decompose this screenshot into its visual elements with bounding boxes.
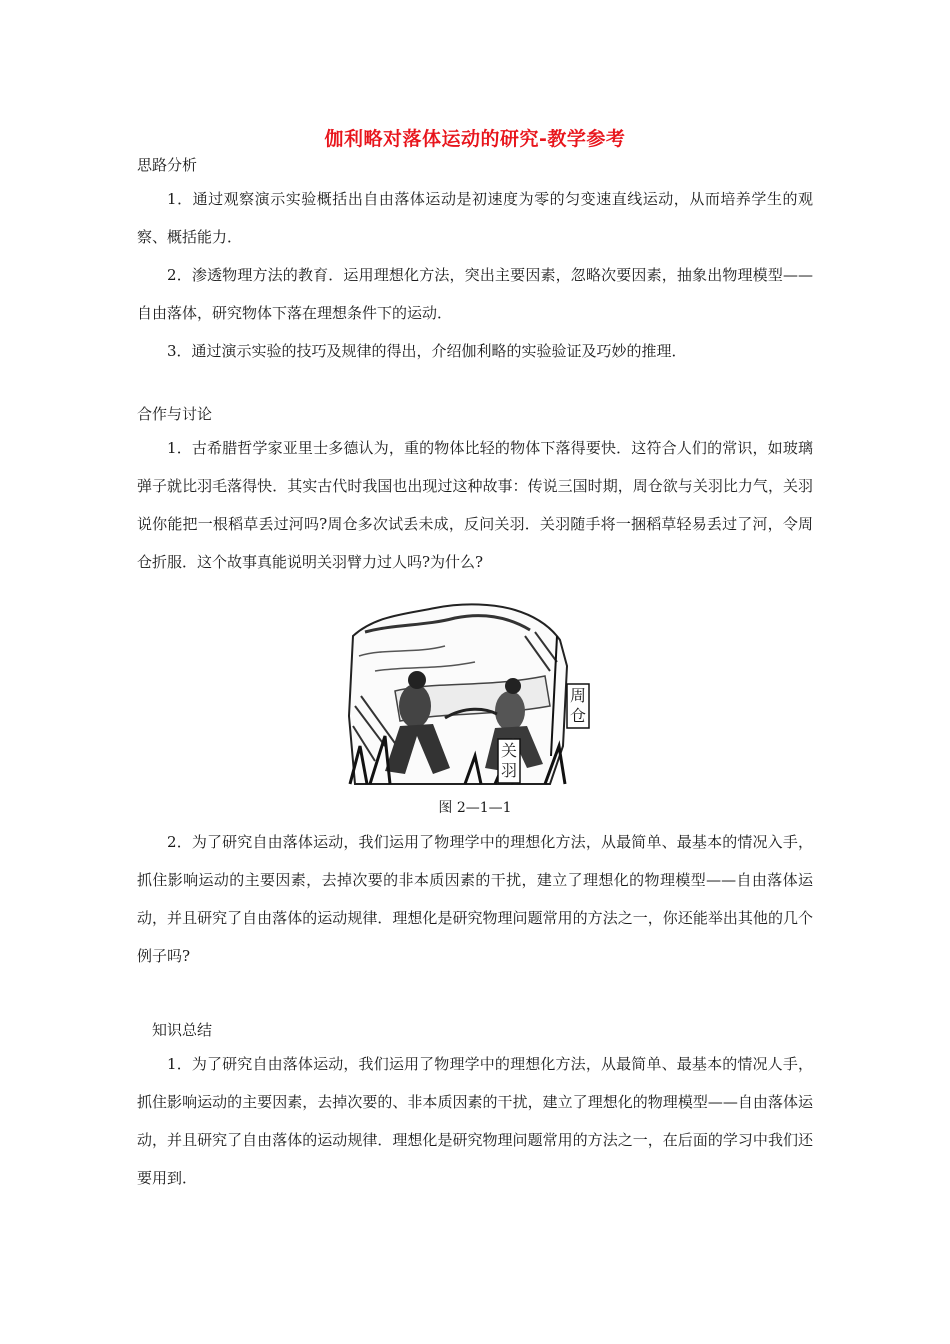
paragraph: 1．通过观察演示实验概括出自由落体运动是初速度为零的匀变速直线运动，从而培养学生的观察、概括能力． (137, 190, 813, 246)
figure-caption: 图 2—1—1 (438, 800, 512, 816)
story-illustration (345, 596, 595, 786)
section-heading-discussion: 合作与讨论 (137, 405, 213, 423)
paragraph: 3．通过演示实验的技巧及规律的得出，介绍伽利略的实验验证及巧妙的推理． (167, 342, 687, 360)
section-heading-analysis: 思路分析 (137, 156, 198, 174)
paragraph: 2．渗透物理方法的教育．运用理想化方法，突出主要因素，忽略次要因素，抽象出物理模型——自由落体，研究物体下落在理想条件下的运动． (137, 266, 813, 322)
section-heading-summary: 知识总结 (152, 1021, 213, 1039)
label-guanyu: 关羽 (500, 741, 517, 780)
paragraph: 2．为了研究自由落体运动，我们运用了物理学中的理想化方法，从最简单、最基本的情况入手，抓住影响运动的主要因素，去掉次要的非本质因素的干扰，建立了理想化的物理模型——自由落体运动，并且研究了自由落体的运动规律．理想化是研究物理问题常用的方法之一，你还能举出其他的几个例子吗? (137, 833, 813, 965)
paragraph: 1．古希腊哲学家亚里士多德认为，重的物体比轻的物体下落得要快．这符合人们的常识，如玻璃弹子就比羽毛落得快．其实古代时我国也出现过这种故事：传说三国时期，周仓欲与关羽比力气，关羽说你能把一根稻草丢过河吗?周仓多次试丢未成，反问关羽．关羽随手将一捆稻草轻易丢过了河，令周仓折服．这个故事真能说明关羽臂力过人吗?为什么? (137, 439, 813, 571)
document-title: 伽利略对落体运动的研究-教学参考 (324, 128, 626, 150)
paragraph: 1．为了研究自由落体运动，我们运用了物理学中的理想化方法，从最简单、最基本的情况人手，抓住影响运动的主要因素，去掉次要的、非本质因素的干扰，建立了理想化的物理模型——自由落体运动，并且研究了自由落体的运动规律．理想化是研究物理问题常用的方法之一，在后面的学习中我们还要用到． (137, 1055, 813, 1187)
label-zhoucang: 周仓 (569, 686, 586, 725)
